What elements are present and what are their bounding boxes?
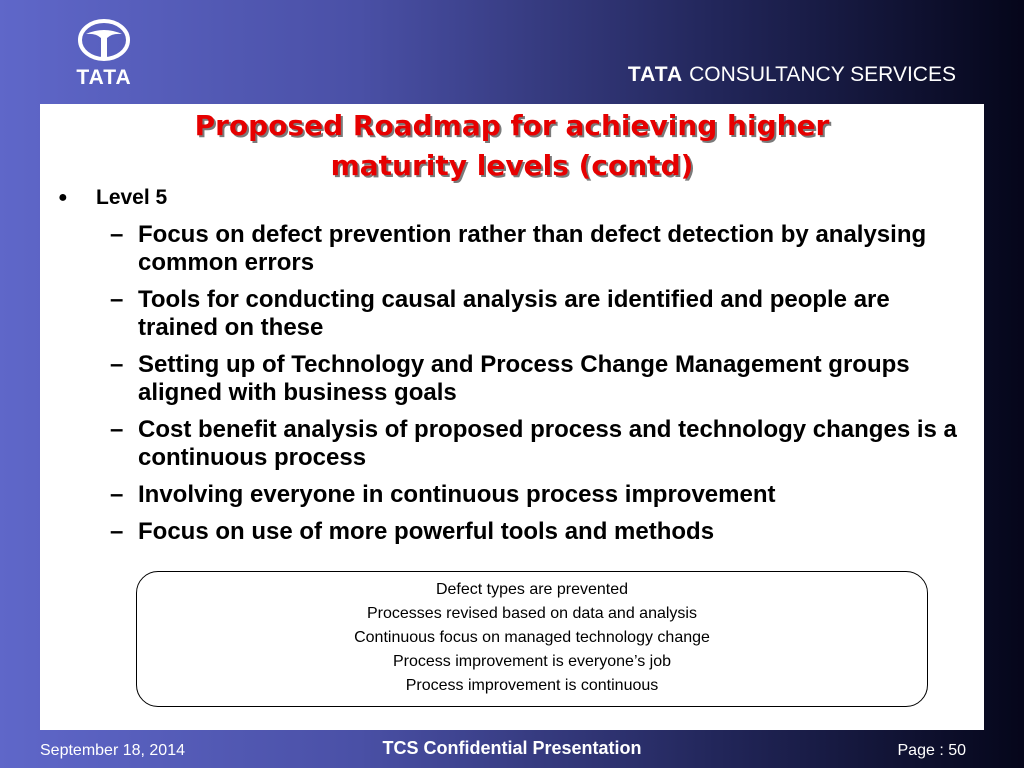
sub-bullet-text: Cost benefit analysis of proposed process and technology changes is a continuous process (138, 416, 957, 471)
sub-bullet-text: Setting up of Technology and Process Change Management groups aligned with business goals (138, 351, 910, 406)
sub-bullet-text: Focus on defect prevention rather than defect detection by analysing common errors (138, 221, 927, 276)
tcs-brand (628, 63, 956, 87)
sub-bullet (58, 518, 978, 546)
tata-logo (64, 18, 144, 92)
level-label: Level 5 (96, 186, 168, 209)
sub-bullet (58, 351, 978, 407)
callout-line: Process improvement is everyone’s job (392, 653, 672, 670)
callout-line: Processes revised based on data and analysis (367, 605, 697, 622)
sub-bullet (58, 481, 978, 509)
dash-icon: – (110, 221, 124, 248)
level-bullet (58, 184, 978, 212)
dash-icon: – (110, 416, 124, 443)
callout-line: Continuous focus on managed technology change (354, 629, 710, 646)
slide-title (40, 106, 984, 186)
slide-content (40, 104, 984, 730)
dash-icon: – (110, 518, 124, 545)
slide-footer (0, 730, 1024, 768)
bullet-dot-icon: ● (58, 189, 68, 206)
slide-header (0, 0, 1024, 104)
footer-confidential: TCS Confidential Presentation (382, 738, 642, 758)
sub-bullet (58, 286, 978, 342)
tata-emblem-icon (76, 18, 132, 62)
summary-callout-box (136, 571, 928, 707)
bullet-list (58, 184, 978, 546)
tcs-brand-rest: CONSULTANCY SERVICES (689, 63, 956, 86)
tcs-brand-bold: TATA (627, 63, 684, 86)
footer-page-number: Page : 50 (897, 742, 966, 759)
callout-line: Process improvement is continuous (405, 677, 659, 694)
dash-icon: – (110, 351, 124, 378)
dash-icon: – (110, 481, 124, 508)
dash-icon: – (110, 286, 124, 313)
sub-bullet-text: Involving everyone in continuous process improvement (138, 481, 776, 508)
sub-bullet (58, 416, 978, 472)
slide-title-line-2: maturity levels (contd) (330, 149, 694, 182)
sub-bullet (58, 221, 978, 277)
sub-bullet-text: Focus on use of more powerful tools and methods (138, 518, 715, 545)
footer-date: September 18, 2014 (40, 742, 185, 759)
sub-bullet-text: Tools for conducting causal analysis are identified and people are trained on these (138, 286, 890, 341)
slide-title-line-1: Proposed Roadmap for achieving higher (194, 109, 830, 142)
tata-logo-word: TATA (76, 66, 132, 89)
callout-line: Defect types are prevented (435, 581, 629, 598)
